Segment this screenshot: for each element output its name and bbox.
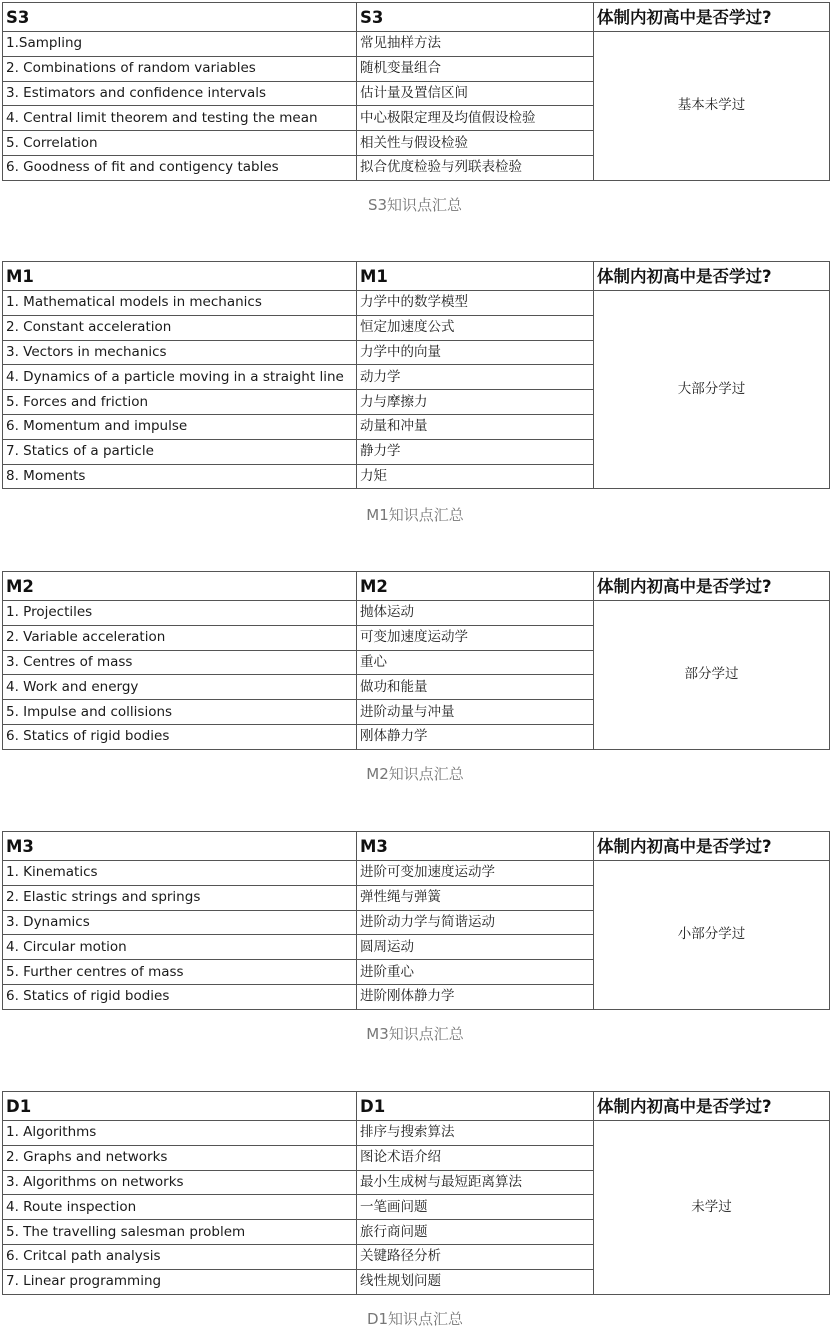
topic-table <box>2 571 830 750</box>
topic-chinese: 做功和能量 <box>357 675 594 700</box>
table-caption: M1知识点汇总 <box>366 506 464 524</box>
topic-table <box>2 831 830 1010</box>
topic-chinese: 弹性绳与弹簧 <box>357 885 594 910</box>
topic-chinese: 可变加速度运动学 <box>357 625 594 650</box>
topic-chinese: 常见抽样方法 <box>357 32 594 57</box>
table-row <box>3 601 830 626</box>
topic-english: 5. The travelling salesman problem <box>3 1220 357 1245</box>
topic-english: 2. Graphs and networks <box>3 1145 357 1170</box>
topic-english: 5. Further centres of mass <box>3 960 357 985</box>
topic-chinese: 进阶动量与冲量 <box>357 700 594 725</box>
module-code-cn: M2 <box>357 572 594 601</box>
studied-status: 小部分学过 <box>594 861 830 1010</box>
topic-english: 2. Variable acceleration <box>3 625 357 650</box>
syllabus-table-s3 <box>2 2 828 181</box>
topic-chinese: 力学中的向量 <box>357 340 594 365</box>
topic-chinese: 关键路径分析 <box>357 1244 594 1269</box>
table-row <box>3 1121 830 1146</box>
topic-chinese: 进阶重心 <box>357 960 594 985</box>
topic-chinese: 恒定加速度公式 <box>357 315 594 340</box>
topic-english: 3. Centres of mass <box>3 650 357 675</box>
table-header-row <box>3 3 830 32</box>
topic-chinese: 旅行商问题 <box>357 1220 594 1245</box>
topic-english: 1. Algorithms <box>3 1121 357 1146</box>
topic-chinese: 动力学 <box>357 365 594 390</box>
syllabus-table-m3 <box>2 831 828 1010</box>
topic-english: 6. Goodness of fit and contigency tables <box>3 155 357 180</box>
table-header-row <box>3 832 830 861</box>
topic-english: 3. Vectors in mechanics <box>3 340 357 365</box>
syllabus-table-d1 <box>2 1091 828 1295</box>
topic-english: 4. Circular motion <box>3 935 357 960</box>
topic-english: 2. Elastic strings and springs <box>3 885 357 910</box>
topic-english: 5. Forces and friction <box>3 390 357 415</box>
syllabus-table-m1 <box>2 261 828 489</box>
module-code-en: S3 <box>3 3 357 32</box>
topic-chinese: 图论术语介绍 <box>357 1145 594 1170</box>
topic-table <box>2 2 830 181</box>
studied-question-header: 体制内初高中是否学过? <box>594 832 830 861</box>
studied-question-header: 体制内初高中是否学过? <box>594 262 830 291</box>
topic-table <box>2 1091 830 1295</box>
topic-english: 6. Momentum and impulse <box>3 414 357 439</box>
studied-status: 基本未学过 <box>594 32 830 181</box>
topic-english: 1. Kinematics <box>3 861 357 886</box>
module-code-cn: D1 <box>357 1092 594 1121</box>
studied-status: 大部分学过 <box>594 291 830 489</box>
topic-chinese: 估计量及置信区间 <box>357 81 594 106</box>
topic-chinese: 线性规划问题 <box>357 1269 594 1294</box>
studied-status: 部分学过 <box>594 601 830 750</box>
module-code-en: M2 <box>3 572 357 601</box>
topic-english: 6. Critcal path analysis <box>3 1244 357 1269</box>
module-code-cn: M3 <box>357 832 594 861</box>
topic-chinese: 力矩 <box>357 464 594 489</box>
topic-english: 6. Statics of rigid bodies <box>3 724 357 749</box>
topic-chinese: 最小生成树与最短距离算法 <box>357 1170 594 1195</box>
topic-chinese: 排序与搜索算法 <box>357 1121 594 1146</box>
topic-english: 4. Route inspection <box>3 1195 357 1220</box>
topic-table <box>2 261 830 489</box>
topic-english: 5. Correlation <box>3 131 357 156</box>
module-code-cn: M1 <box>357 262 594 291</box>
table-header-row <box>3 1092 830 1121</box>
topic-chinese: 抛体运动 <box>357 601 594 626</box>
topic-english: 1.Sampling <box>3 32 357 57</box>
topic-english: 3. Dynamics <box>3 910 357 935</box>
studied-status: 未学过 <box>594 1121 830 1295</box>
topic-chinese: 相关性与假设检验 <box>357 131 594 156</box>
table-header-row <box>3 572 830 601</box>
studied-question-header: 体制内初高中是否学过? <box>594 572 830 601</box>
topic-chinese: 圆周运动 <box>357 935 594 960</box>
table-caption: M3知识点汇总 <box>366 1025 464 1043</box>
topic-chinese: 一笔画问题 <box>357 1195 594 1220</box>
module-code-en: D1 <box>3 1092 357 1121</box>
topic-chinese: 中心极限定理及均值假设检验 <box>357 106 594 131</box>
topic-english: 1. Mathematical models in mechanics <box>3 291 357 316</box>
topic-english: 6. Statics of rigid bodies <box>3 984 357 1009</box>
topic-english: 8. Moments <box>3 464 357 489</box>
topic-english: 4. Dynamics of a particle moving in a straight line <box>3 365 357 390</box>
topic-chinese: 重心 <box>357 650 594 675</box>
topic-english: 7. Statics of a particle <box>3 439 357 464</box>
topic-chinese: 力与摩擦力 <box>357 390 594 415</box>
topic-chinese: 进阶刚体静力学 <box>357 984 594 1009</box>
table-caption: S3知识点汇总 <box>367 196 463 214</box>
topic-english: 1. Projectiles <box>3 601 357 626</box>
topic-english: 5. Impulse and collisions <box>3 700 357 725</box>
studied-question-header: 体制内初高中是否学过? <box>594 1092 830 1121</box>
topic-english: 3. Estimators and confidence intervals <box>3 81 357 106</box>
topic-chinese: 进阶可变加速度运动学 <box>357 861 594 886</box>
topic-chinese: 力学中的数学模型 <box>357 291 594 316</box>
topic-english: 7. Linear programming <box>3 1269 357 1294</box>
table-caption: M2知识点汇总 <box>366 765 464 783</box>
table-row <box>3 291 830 316</box>
topic-english: 4. Work and energy <box>3 675 357 700</box>
syllabus-table-m2 <box>2 571 828 750</box>
topic-chinese: 刚体静力学 <box>357 724 594 749</box>
topic-chinese: 随机变量组合 <box>357 56 594 81</box>
topic-chinese: 拟合优度检验与列联表检验 <box>357 155 594 180</box>
topic-chinese: 静力学 <box>357 439 594 464</box>
studied-question-header: 体制内初高中是否学过? <box>594 3 830 32</box>
topic-chinese: 动量和冲量 <box>357 414 594 439</box>
table-row <box>3 32 830 57</box>
topic-english: 3. Algorithms on networks <box>3 1170 357 1195</box>
module-code-en: M1 <box>3 262 357 291</box>
topic-chinese: 进阶动力学与简谐运动 <box>357 910 594 935</box>
module-code-cn: S3 <box>357 3 594 32</box>
table-caption: D1知识点汇总 <box>366 1310 464 1328</box>
topic-english: 4. Central limit theorem and testing the mean <box>3 106 357 131</box>
topic-english: 2. Constant acceleration <box>3 315 357 340</box>
module-code-en: M3 <box>3 832 357 861</box>
topic-english: 2. Combinations of random variables <box>3 56 357 81</box>
table-row <box>3 861 830 886</box>
table-header-row <box>3 262 830 291</box>
